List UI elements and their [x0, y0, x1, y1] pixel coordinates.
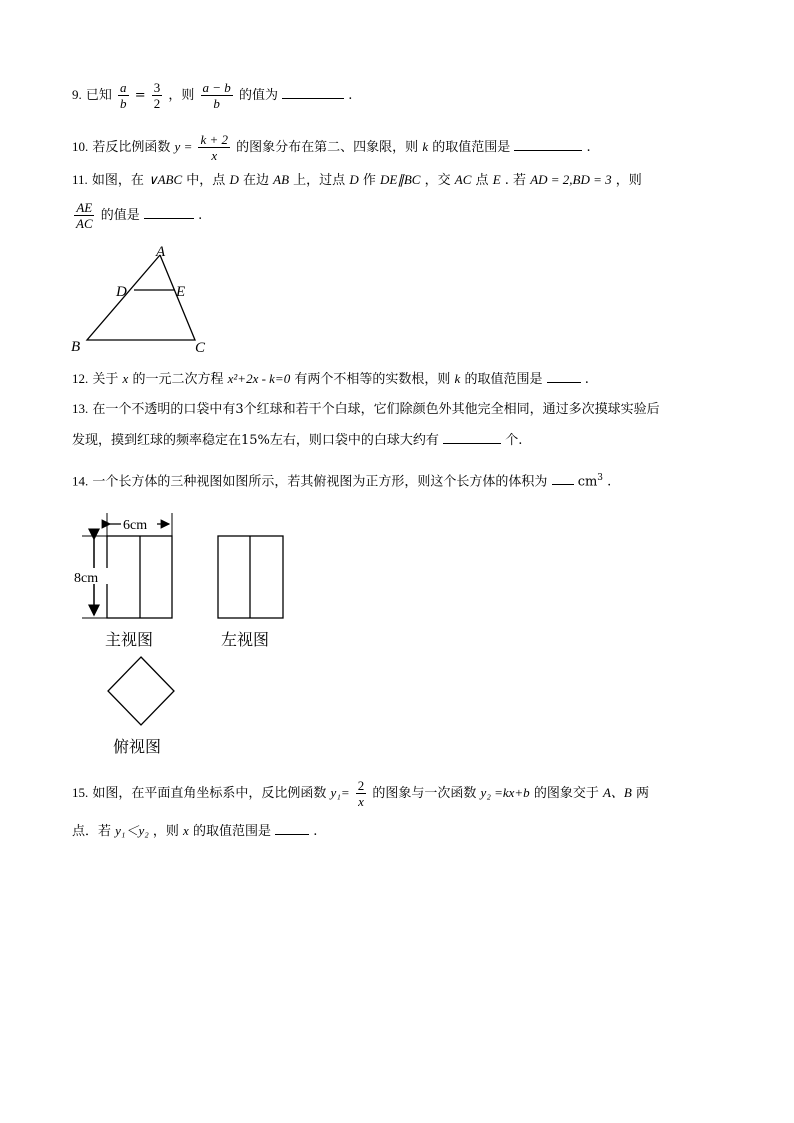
fraction-ae-over-ac: $\frac{AE}{AC}$	[76, 200, 93, 231]
point-d: D	[229, 172, 239, 187]
left-view-label: 左视图	[221, 632, 270, 649]
answer-blank	[443, 429, 501, 444]
question-text: 如图，在平面直角坐标系中，反比例函数	[92, 786, 327, 801]
question-15-continued	[72, 820, 317, 842]
question-text: 的图象与一次函数	[372, 786, 477, 801]
question-10	[72, 132, 591, 163]
question-13	[72, 399, 660, 420]
question-number: 9.	[72, 87, 82, 102]
question-text: 中，点	[186, 173, 226, 188]
top-view-label: 俯视图	[113, 739, 162, 756]
function-y2: y₂ =kx+b	[480, 785, 530, 800]
answer-blank	[282, 84, 344, 99]
answer-blank	[144, 204, 194, 219]
question-text: 一个长方体的三种视图如图所示，若其俯视图为正方形，则这个长方体的体积为	[92, 474, 548, 490]
label-b: B	[71, 339, 81, 355]
question-number: 10.	[72, 139, 89, 154]
segment-ac: AC	[454, 172, 472, 187]
variable-k: k	[454, 371, 461, 386]
question-text: 的值为	[238, 88, 278, 103]
question-number: 11.	[72, 172, 88, 187]
question-text: 的图象分布在第二、四象限，则	[236, 140, 419, 155]
unit-cm: cm	[577, 474, 598, 490]
question-number: 14.	[72, 473, 89, 489]
front-view-label: 主视图	[105, 632, 154, 649]
label-c: C	[195, 340, 206, 356]
point-e: E	[492, 172, 501, 187]
length-condition: AD = 2,BD = 3	[530, 172, 612, 187]
question-text: 已知	[85, 88, 112, 103]
fraction-3-over-2: $\frac{3}{2}$	[153, 80, 161, 111]
period: .	[586, 140, 591, 155]
question-text: 的取值范围是	[432, 140, 511, 155]
question-text: 在边	[242, 173, 269, 188]
question-text: 个.	[505, 433, 523, 448]
fraction-2-over-x: $\frac{2}{x}$	[357, 778, 365, 809]
question-text: ，则	[615, 173, 642, 188]
question-number: 12.	[72, 371, 89, 386]
period: .	[348, 88, 353, 103]
label-a: A	[156, 244, 166, 260]
question-text: 作	[362, 173, 376, 188]
triangle-figure	[65, 240, 225, 360]
fraction-a-over-b: $\frac{a}{b}$	[120, 80, 127, 111]
parallel-condition: DE∥BC	[380, 172, 421, 187]
question-15	[72, 778, 649, 809]
inequality: y₁＜y₂	[115, 823, 149, 838]
question-text: ，则	[152, 824, 179, 839]
question-number: 15.	[72, 785, 89, 800]
segment-ab: AB	[273, 172, 290, 187]
question-text: 的一元二次方程	[132, 372, 224, 387]
answer-blank	[275, 820, 309, 835]
question-text: 有两个不相等的实数根，则	[294, 372, 451, 387]
equals-sign: =	[134, 88, 146, 103]
question-13-continued	[72, 429, 522, 451]
question-text: 在一个不透明的口袋中有3个红球和若干个白球，它们除颜色外其他完全相同，通过多次摸球实验后	[92, 402, 660, 417]
function-lhs: y =	[174, 139, 193, 154]
height-label: 8cm	[74, 571, 99, 586]
period: .	[198, 208, 203, 223]
quadratic-equation: x²+2x - k=0	[227, 371, 291, 386]
question-text: 两	[636, 786, 650, 801]
fraction-a-minus-b-over-b: $\frac{a - b}{b}$	[202, 80, 231, 111]
question-text: 的取值范围是	[192, 824, 271, 839]
variable-x: x	[122, 371, 129, 386]
points-a-b: A、B	[602, 785, 632, 800]
point-d: D	[349, 172, 359, 187]
question-11	[72, 170, 642, 191]
period: .	[607, 474, 612, 490]
question-text: . 若	[504, 173, 527, 188]
question-text: ，则	[168, 88, 195, 103]
triangle-abc: ∨ABC	[148, 172, 183, 187]
question-text: 的值是	[100, 208, 140, 223]
label-d: D	[116, 284, 127, 300]
answer-blank	[552, 470, 574, 485]
variable-x: x	[183, 823, 189, 838]
label-e: E	[176, 284, 186, 300]
question-text: 点	[475, 173, 489, 188]
question-number: 13.	[72, 401, 89, 416]
question-text: 的图象交于	[533, 786, 599, 801]
fraction-k-plus-2-over-x: $\frac{k + 2}{x}$	[200, 132, 229, 163]
answer-blank	[514, 136, 582, 151]
question-text: 关于	[92, 372, 119, 387]
period: .	[313, 824, 318, 839]
answer-blank	[547, 368, 581, 383]
question-text: ，交	[424, 173, 451, 188]
question-9	[72, 80, 352, 111]
question-text: 如图，在	[91, 173, 144, 188]
question-text: 点．若	[72, 824, 112, 839]
three-view-figure	[60, 505, 320, 760]
unit-exponent: 3	[597, 473, 604, 483]
function-y1: y₁=	[330, 785, 350, 800]
top-view-square	[108, 657, 174, 725]
width-label: 6cm	[123, 518, 148, 533]
period: .	[584, 372, 589, 387]
question-text: 若反比例函数	[92, 140, 171, 155]
question-text: 上，过点	[293, 173, 346, 188]
question-text: 的取值范围是	[464, 372, 543, 387]
question-12	[72, 368, 589, 390]
question-14	[72, 468, 611, 492]
question-text: 发现，摸到红球的频率稳定在15%左右，则口袋中的白球大约有	[72, 433, 439, 448]
variable-k: k	[422, 139, 429, 154]
question-11-continued	[72, 200, 202, 231]
